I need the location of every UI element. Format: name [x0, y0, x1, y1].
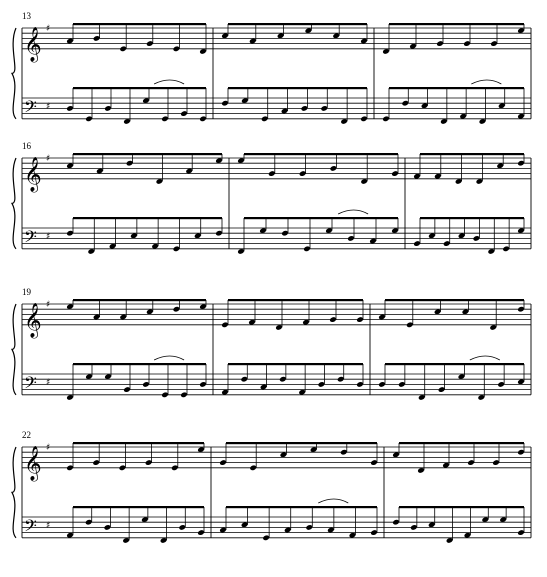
bass-staff — [22, 356, 531, 401]
tie — [470, 356, 500, 360]
treble-staff — [22, 442, 531, 482]
bass-notes — [382, 80, 525, 125]
note-beam — [244, 217, 398, 219]
tie — [318, 499, 348, 503]
bass-staff — [22, 210, 531, 255]
note-beam — [73, 87, 206, 89]
note-beam — [399, 442, 524, 444]
tie — [338, 210, 368, 214]
key-signature-sharp: ♯ — [46, 24, 51, 34]
note-beam — [73, 153, 222, 155]
note-beam — [244, 153, 398, 155]
bass-clef-icon: 𝄢 — [24, 372, 37, 397]
note-beam — [385, 299, 524, 301]
key-signature-sharp: ♯ — [46, 377, 51, 388]
bass-notes — [66, 356, 207, 401]
bass-clef-icon: 𝄢 — [24, 515, 37, 540]
treble-notes — [66, 442, 205, 471]
treble-notes — [66, 299, 207, 320]
note-beam — [226, 506, 377, 508]
key-signature-sharp: ♯ — [46, 101, 51, 112]
note-beam — [73, 363, 206, 365]
system — [12, 287, 531, 401]
note-beam — [385, 363, 524, 365]
bass-notes — [219, 499, 378, 541]
treble-clef-icon: 𝄞 — [24, 156, 42, 192]
treble-staff — [22, 23, 531, 63]
note-beam — [420, 153, 524, 155]
bass-notes — [66, 80, 207, 125]
grand-staff-brace — [12, 158, 16, 249]
key-signature-sharp: ♯ — [46, 300, 51, 310]
note-beam — [228, 363, 363, 365]
treble-staff — [22, 153, 531, 193]
grand-staff-brace — [12, 447, 16, 538]
treble-clef-icon: 𝄞 — [24, 445, 42, 481]
key-signature-sharp: ♯ — [46, 154, 51, 164]
system — [12, 430, 531, 544]
note-beam — [389, 23, 524, 25]
note-beam — [228, 23, 367, 25]
bass-staff — [22, 499, 531, 544]
key-signature-sharp: ♯ — [46, 443, 51, 453]
note-beam — [73, 442, 204, 444]
tie — [471, 80, 501, 84]
measure-number: 19 — [22, 287, 31, 297]
note-beam — [226, 442, 377, 444]
bass-staff — [22, 80, 531, 125]
treble-clef-icon: 𝄞 — [24, 302, 42, 338]
treble-notes — [221, 23, 368, 44]
measure-number: 22 — [22, 430, 31, 440]
note-beam — [420, 217, 524, 219]
key-signature-sharp: ♯ — [46, 231, 51, 242]
measure-number: 16 — [22, 141, 31, 151]
tie — [154, 80, 184, 84]
score-systems — [12, 11, 531, 544]
treble-staff — [22, 299, 531, 339]
key-signature-sharp: ♯ — [46, 520, 51, 531]
treble-notes — [219, 442, 378, 471]
note-beam — [73, 217, 222, 219]
bass-clef-icon: 𝄢 — [24, 226, 37, 251]
note-beam — [73, 23, 206, 25]
system — [12, 11, 531, 125]
note-beam — [399, 506, 524, 508]
note-beam — [228, 299, 363, 301]
bass-notes — [378, 356, 525, 401]
bass-clef-icon: 𝄢 — [24, 96, 37, 121]
treble-clef-icon: 𝄞 — [24, 26, 42, 62]
note-beam — [228, 87, 367, 89]
tie — [154, 356, 184, 360]
note-beam — [73, 299, 206, 301]
system — [12, 141, 531, 255]
bass-notes — [237, 210, 399, 255]
note-beam — [389, 87, 524, 89]
note-beam — [73, 506, 204, 508]
grand-staff-brace — [12, 28, 16, 119]
grand-staff-brace — [12, 304, 16, 395]
measure-number: 13 — [22, 11, 31, 21]
